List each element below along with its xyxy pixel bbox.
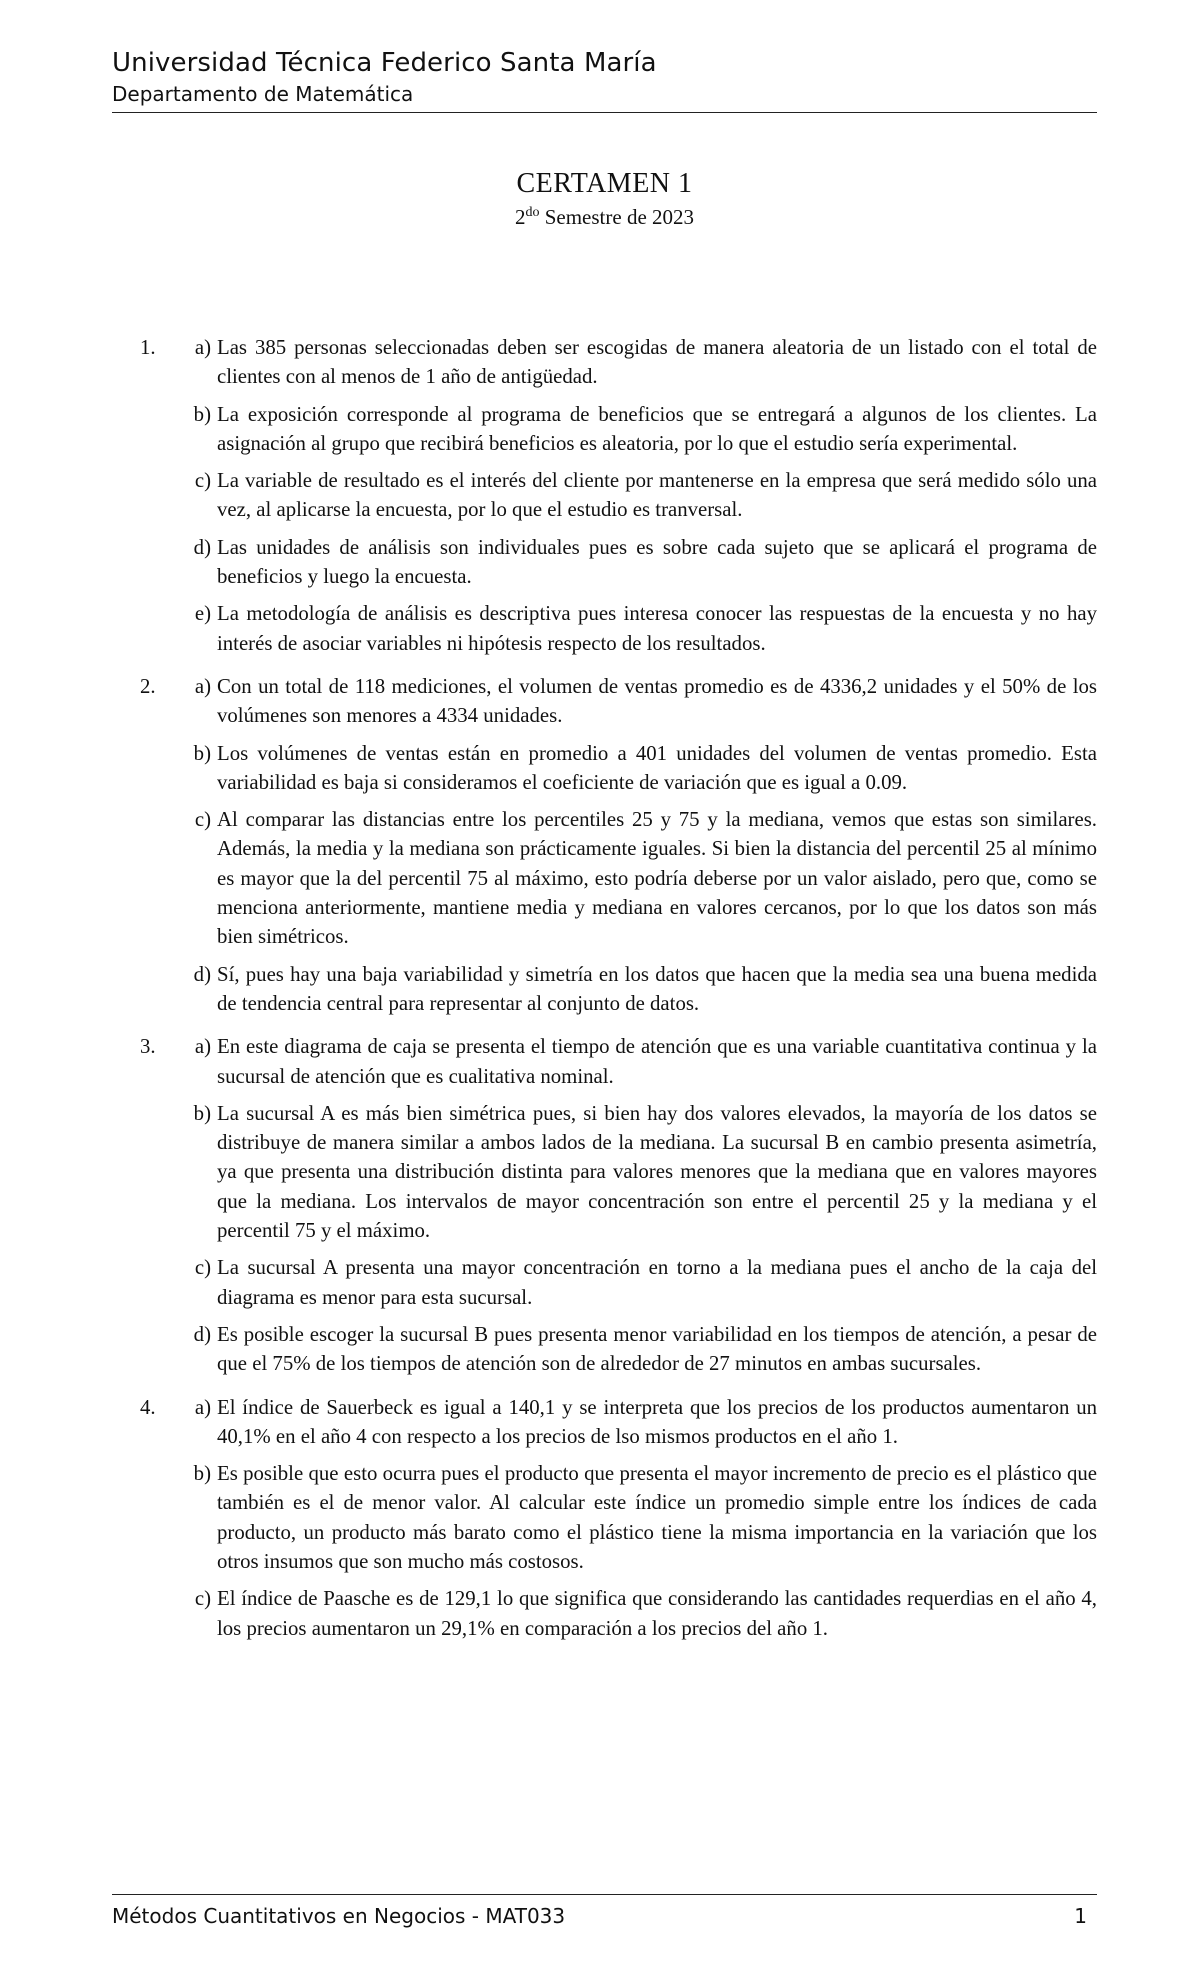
list-item [194,1584,1097,1643]
list-item [194,672,1097,731]
item-text: Es posible que esto ocurra pues el producto que presenta el mayor incremento de precio es el plástico que también es el de menor valor. Al calcular este índice un promedio simple entre los índices de cada producto, un producto más barato como el plástico tiene la misma importancia en la variación que los otros insumos que son mucho más costosos. [217,1462,1097,1573]
item-label: c) [194,1587,211,1611]
item-label: b) [193,741,211,765]
semester-suffix: do [525,205,540,220]
list-item [193,1459,1097,1576]
course-name: Métodos Cuantitativos en Negocios - MAT033 [112,1904,566,1928]
item-label: b) [193,1462,211,1486]
footer-divider [112,1894,1097,1895]
item-label: d) [193,962,211,986]
item-label: a) [194,674,211,698]
list-item [194,805,1097,951]
item-text: Sí, pues hay una baja variabilidad y simetría en los datos que hacen que la media sea una buena medida de tendencia central para representar al conjunto de datos. [217,962,1097,1015]
item-label: b) [193,402,211,426]
semester-number: 2 [514,205,526,229]
item-label: c) [194,1256,211,1280]
question-number: 1. [140,336,156,359]
title-block [112,166,1097,232]
item-text: La metodología de análisis es descriptiva pues interesa conocer las respuestas de la encuesta y no hay interés de asociar variables ni hipótesis respecto de los resultados. [217,602,1097,655]
semester-rest: Semestre de 2023 [539,205,695,229]
page-footer [112,1902,1097,1930]
university-name: Universidad Técnica Federico Santa María [112,48,657,78]
question-1 [112,333,1097,658]
list-item [193,960,1097,1019]
list-item [193,739,1097,798]
item-label: c) [194,469,211,493]
question-4 [112,1393,1097,1643]
item-text: La variable de resultado es el interés del cliente por mantenerse en la empresa que será medido sólo una vez, al aplicarse la encuesta, por lo que el estudio es tranversal. [217,469,1097,522]
department-name: Departamento de Matemática [112,82,414,106]
list-item [194,599,1097,658]
list-item [193,1320,1097,1379]
list-item [193,1099,1097,1245]
header-divider [112,112,1097,113]
question-number: 2. [140,674,156,698]
question-number: 3. [140,1035,156,1059]
item-label: b) [193,1101,211,1125]
item-text: El índice de Sauerbeck es igual a 140,1 y se interpreta que los precios de los productos aumentaron un 40,1% en el año 4 con respecto a los precios de lso mismos productos en el año 1. [217,1395,1097,1448]
item-label: a) [194,336,211,359]
item-label: c) [194,808,211,832]
item-text: Los volúmenes de ventas están en promedio a 401 unidades del volumen de ventas promedio. Esta variabilidad es baja si consideramos el coeficiente de variación que es igual a 0.09. [217,741,1097,794]
item-text: En este diagrama de caja se presenta el tiempo de atención que es una variable cuantitativa continua y la sucursal de atención que es cualitativa nominal. [217,1035,1097,1088]
list-item [194,1393,1097,1452]
item-text: Al comparar las distancias entre los percentiles 25 y 75 y la mediana, vemos que estas son similares. Además, la media y la mediana son prácticamente iguales. Si bien la distancia del percentil 25 al mínimo es mayor que la del percentil 75 al máximo, esto podría deberse por un valor aislado, pero que, como se menciona anteriormente, mantiene media y mediana en valores cercanos, por lo que los datos son más bien simétricos. [217,808,1097,949]
question-3 [112,1032,1097,1378]
list-item [193,400,1097,459]
item-label: a) [194,1395,211,1419]
item-label: e) [194,602,211,626]
item-text: El índice de Paasche es de 129,1 lo que significa que considerando las cantidades requerdias en el año 4, los precios aumentaron un 29,1% en comparación a los precios del año 1. [217,1587,1097,1640]
item-label: d) [193,1322,211,1346]
item-text: Es posible escoger la sucursal B pues presenta menor variabilidad en los tiempos de atención, a pesar de que el 75% de los tiempos de atención son de alrededor de 27 minutos en ambas sucursales. [217,1322,1097,1376]
item-text: La sucursal A presenta una mayor concentración en torno a la mediana pues el ancho de la caja del diagrama es menor para esta sucursal. [217,1256,1097,1309]
list-item [193,533,1097,592]
question-2 [112,672,1097,1018]
list-item [194,466,1097,525]
list-item [194,1032,1097,1091]
page-header [112,46,1097,108]
answers-list [112,333,1097,1657]
item-text: Las unidades de análisis son individuales pues es sobre cada sujeto que se aplicará el programa de beneficios y luego la encuesta. [217,535,1097,589]
item-text: Las 385 personas seleccionadas deben ser escogidas de manera aleatoria de un listado con el total de clientes con al menos de 1 año de antigüedad. [217,336,1097,389]
item-text: La exposición corresponde al programa de beneficios que se entregará a algunos de los clientes. La asignación al grupo que recibirá beneficios es aleatoria, por lo que el estudio sería experimental. [217,402,1097,455]
item-text: Con un total de 118 mediciones, el volumen de ventas promedio es de 4336,2 unidades y el 50% de los volúmenes son menores a 4334 unidades. [217,674,1097,728]
item-label: d) [193,535,211,559]
question-number: 4. [140,1395,156,1419]
list-item [194,1253,1097,1312]
semester-line [112,202,1097,232]
page-title: CERTAMEN 1 [516,168,693,199]
item-label: a) [194,1035,211,1059]
list-item [194,333,1097,392]
page-number: 1 [1074,1904,1087,1928]
item-text: La sucursal A es más bien simétrica pues, si bien hay dos valores elevados, la mayoría de los datos se distribuye de manera similar a ambos lados de la mediana. La sucursal B en cambio presenta asimetría, ya que presenta una distribución distinta para valores menores que la mediana que en valores mayores que la mediana. Los intervalos de mayor concentración son entre el percentil 25 y la mediana y el percentil 75 y el máximo. [217,1101,1097,1243]
